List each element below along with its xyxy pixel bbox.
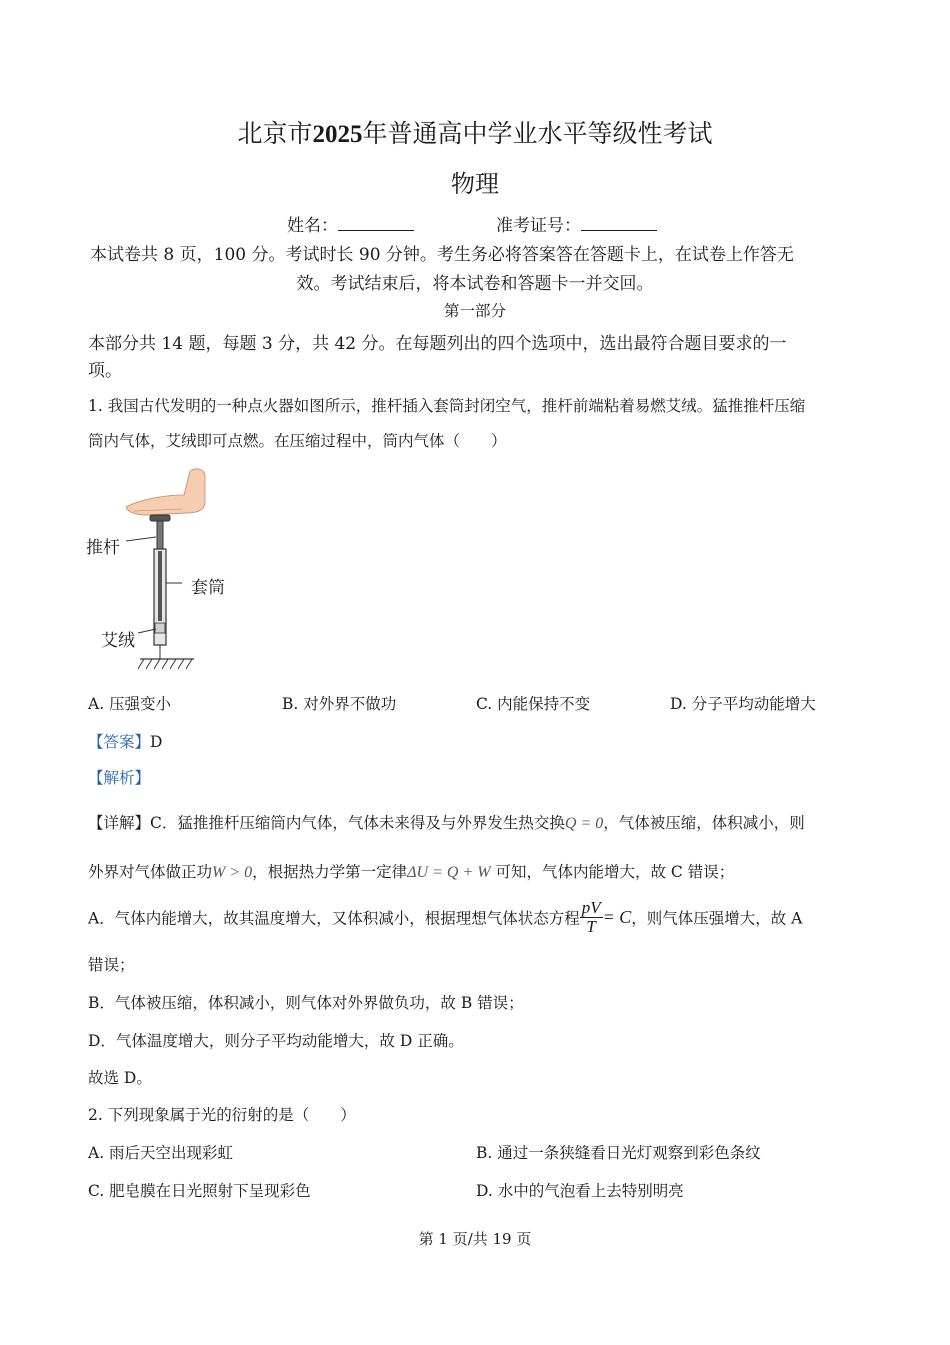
- page-number: 第 1 页/共 19 页: [418, 1230, 532, 1248]
- name-field: [287, 211, 414, 236]
- formula-q-zero: Q = 0: [564, 815, 604, 832]
- q1-option-b: B. 对外界不做功: [282, 695, 397, 713]
- answer-value: D: [150, 733, 163, 751]
- exam-id-field: [496, 211, 657, 236]
- instructions-line-1: 本试卷共 8 页，100 分。考试时长 90 分钟。考生务必将答案答在答题卡上，在试卷上作答无: [90, 245, 794, 265]
- push-rod-cap: [150, 515, 170, 521]
- label-push-rod: 推杆: [86, 538, 120, 558]
- q2-option-b: B. 通过一条狭缝看日光灯观察到彩色条纹: [476, 1144, 761, 1162]
- formula-ideal-gas: $\frac{pV}{T}$: [581, 898, 601, 936]
- instructions-line-2: 效。考试结束后，将本试卷和答题卡一并交回。: [296, 274, 654, 294]
- title-year: 2025: [312, 121, 363, 148]
- q1-option-c: C. 内能保持不变: [476, 695, 591, 713]
- name-blank: [338, 216, 414, 231]
- hand-illustration: [126, 469, 205, 515]
- subject-title: 物理: [451, 170, 499, 198]
- label-tinder: 艾绒: [101, 631, 135, 651]
- detail-line-2: 外界对气体做正功W > 0，根据热力学第一定律ΔU = Q + W 可知，气体内能增大，故 C 错误；: [88, 863, 735, 881]
- q2-option-a: A. 雨后天空出现彩虹: [88, 1144, 234, 1162]
- tinder: [155, 623, 165, 633]
- detail-line-5: B．气体被压缩，体积减小，则气体对外界做负功，故 B 错误；: [88, 994, 524, 1012]
- formula-w-positive: W > 0: [212, 864, 253, 881]
- formula-first-law: ΔU = Q + W: [407, 864, 491, 881]
- detail-line-3: A．气体内能增大，故其温度增大，又体积减小，根据理想气体状态方程 $\frac{pV}{T}$ = C，则气体压强增大，故 A: [88, 898, 803, 936]
- q1-stem-line-1: 1. 我国古代发明的一种点火器如图所示，推杆插入套筒封闭空气，推杆前端粘着易燃艾绒。猛推推杆压缩: [88, 397, 806, 415]
- q2-option-c: C. 肥皂膜在日光照射下呈现彩色: [88, 1182, 311, 1200]
- title-prefix: 北京市: [237, 119, 313, 148]
- part-desc-line-2: 项。: [88, 361, 122, 381]
- q1-answer: [88, 730, 162, 752]
- push-rod: [157, 521, 163, 551]
- page-title: [0, 114, 950, 150]
- q2-stem: 2. 下列现象属于光的衍射的是（ ）: [88, 1106, 356, 1124]
- detail-line-6: D．气体温度增大，则分子平均动能增大，故 D 正确。: [88, 1032, 464, 1050]
- title-suffix: 年普通高中学业水平等级性考试: [362, 119, 713, 148]
- answer-tag: 【答案】: [88, 733, 151, 751]
- q1-option-a: A. 压强变小: [88, 695, 172, 713]
- exam-id-blank: [581, 216, 657, 231]
- name-label: 姓名：: [287, 216, 338, 236]
- detail-line-1: 【详解】C．猛推推杆压缩筒内气体，气体未来得及与外界发生热交换Q = 0，气体被压缩，体积减小，则: [88, 814, 805, 832]
- q2-option-d: D. 水中的气泡看上去特别明亮: [476, 1182, 684, 1200]
- part-desc-line-1: 本部分共 14 题，每题 3 分，共 42 分。在每题列出的四个选项中，选出最符合题目要求的一: [88, 334, 787, 354]
- part-title: 第一部分: [443, 302, 506, 320]
- analysis-tag: 【解析】: [88, 769, 151, 787]
- detail-tag: 【详解】: [88, 814, 151, 832]
- exam-id-label: 准考证号：: [496, 216, 581, 236]
- q1-option-d: D. 分子平均动能增大: [670, 695, 816, 713]
- q1-conclusion: 故选 D。: [88, 1069, 152, 1087]
- q1-stem-line-2: 筒内气体，艾绒即可点燃。在压缩过程中，筒内气体（ ）: [88, 432, 507, 450]
- label-sleeve: 套筒: [191, 578, 225, 598]
- detail-line-4: 错误；: [88, 956, 135, 974]
